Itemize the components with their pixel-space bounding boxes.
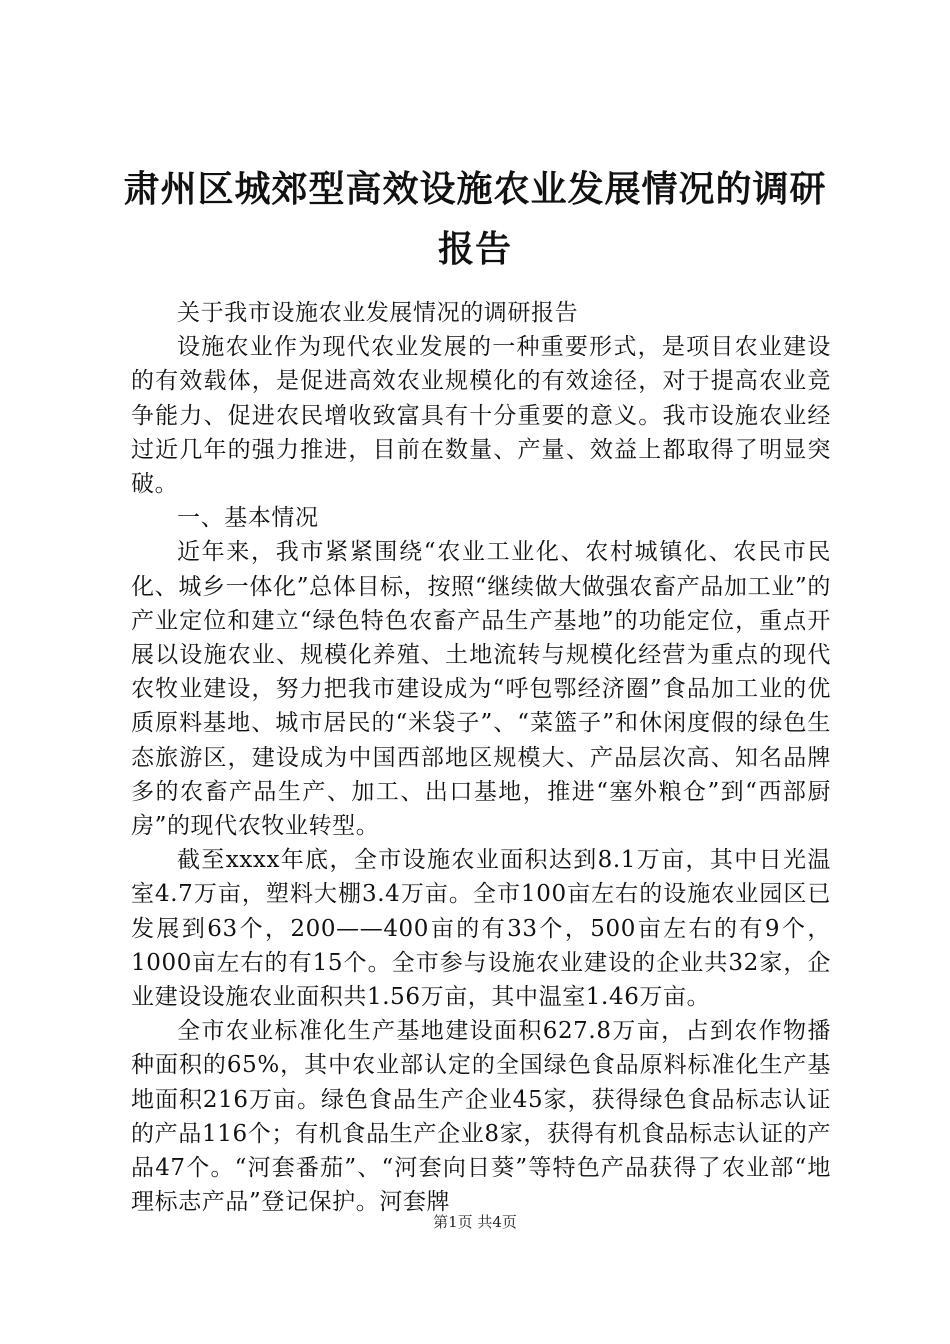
paragraph-standardization: 全市农业标准化生产基地建设面积627.8万亩，占到农作物播种面积的65%，其中农业部认定的全国绿色食品原料标准化生产基地面积216万亩。绿色食品生产企业45家，获得绿色食品标志认证的产品116个；有机食品生产企业8家，获得有机食品标志认证的产品47个。“河套番茄”、“河套向日葵”等特色产品获得了农业部“地理标志产品”登记保护。河套牌 xyxy=(131,1018,831,1216)
paragraph-recent-years: 近年来，我市紧紧围绕“农业工业化、农村城镇化、农民市民化、城乡一体化”总体目标，按照“继续做大做强农畜产品加工业”的产业定位和建立“绿色特色农畜产品生产基地”的功能定位，重点开展以设施农业、规模化养殖、土地流转与规模化经营为重点的现代农牧业建设，努力把我市建设成为“呼包鄂经济圈”食品加工业的优质原料基地、城市居民的“米袋子”、“菜篮子”和休闲度假的绿色生态旅游区，建设成为中国西部地区规模大、产品层次高、知名品牌多的农畜产品生产、加工、出口基地，推进“塞外粮仓”到“西部厨房”的现代农牧业转型。 xyxy=(131,539,831,840)
paragraph-intro: 设施农业作为现代农业发展的一种重要形式，是项目农业建设的有效载体，是促进高效农业规模化的有效途径，对于提高农业竞争能力、促进农民增收致富具有十分重要的意义。我市设施农业经过近几年的强力推进，目前在数量、产量、效益上都取得了明显突破。 xyxy=(131,334,831,498)
section-heading-basic-situation: 一、基本情况 xyxy=(177,505,319,532)
paragraph-subtitle: 关于我市设施农业发展情况的调研报告 xyxy=(177,300,579,326)
paragraph-facility-area: 截至xxxx年底，全市设施农业面积达到8.1万亩，其中日光温室4.7万亩，塑料大棚3.4万亩。全市100亩左右的设施农业园区已发展到63个，200——400亩的有33个，500亩左右的有9个，1000亩左右的有15个。全市参与设施农业建设的企业共32家，企业建设设施农业面积共1.56万亩，其中温室1.46万亩。 xyxy=(131,847,831,1011)
document-title: 肃州区城郊型高效设施农业发展情况的调研报告 xyxy=(123,169,827,270)
document-body xyxy=(131,296,831,1219)
page-number-footer: 第1页 共4页 xyxy=(433,1213,517,1231)
